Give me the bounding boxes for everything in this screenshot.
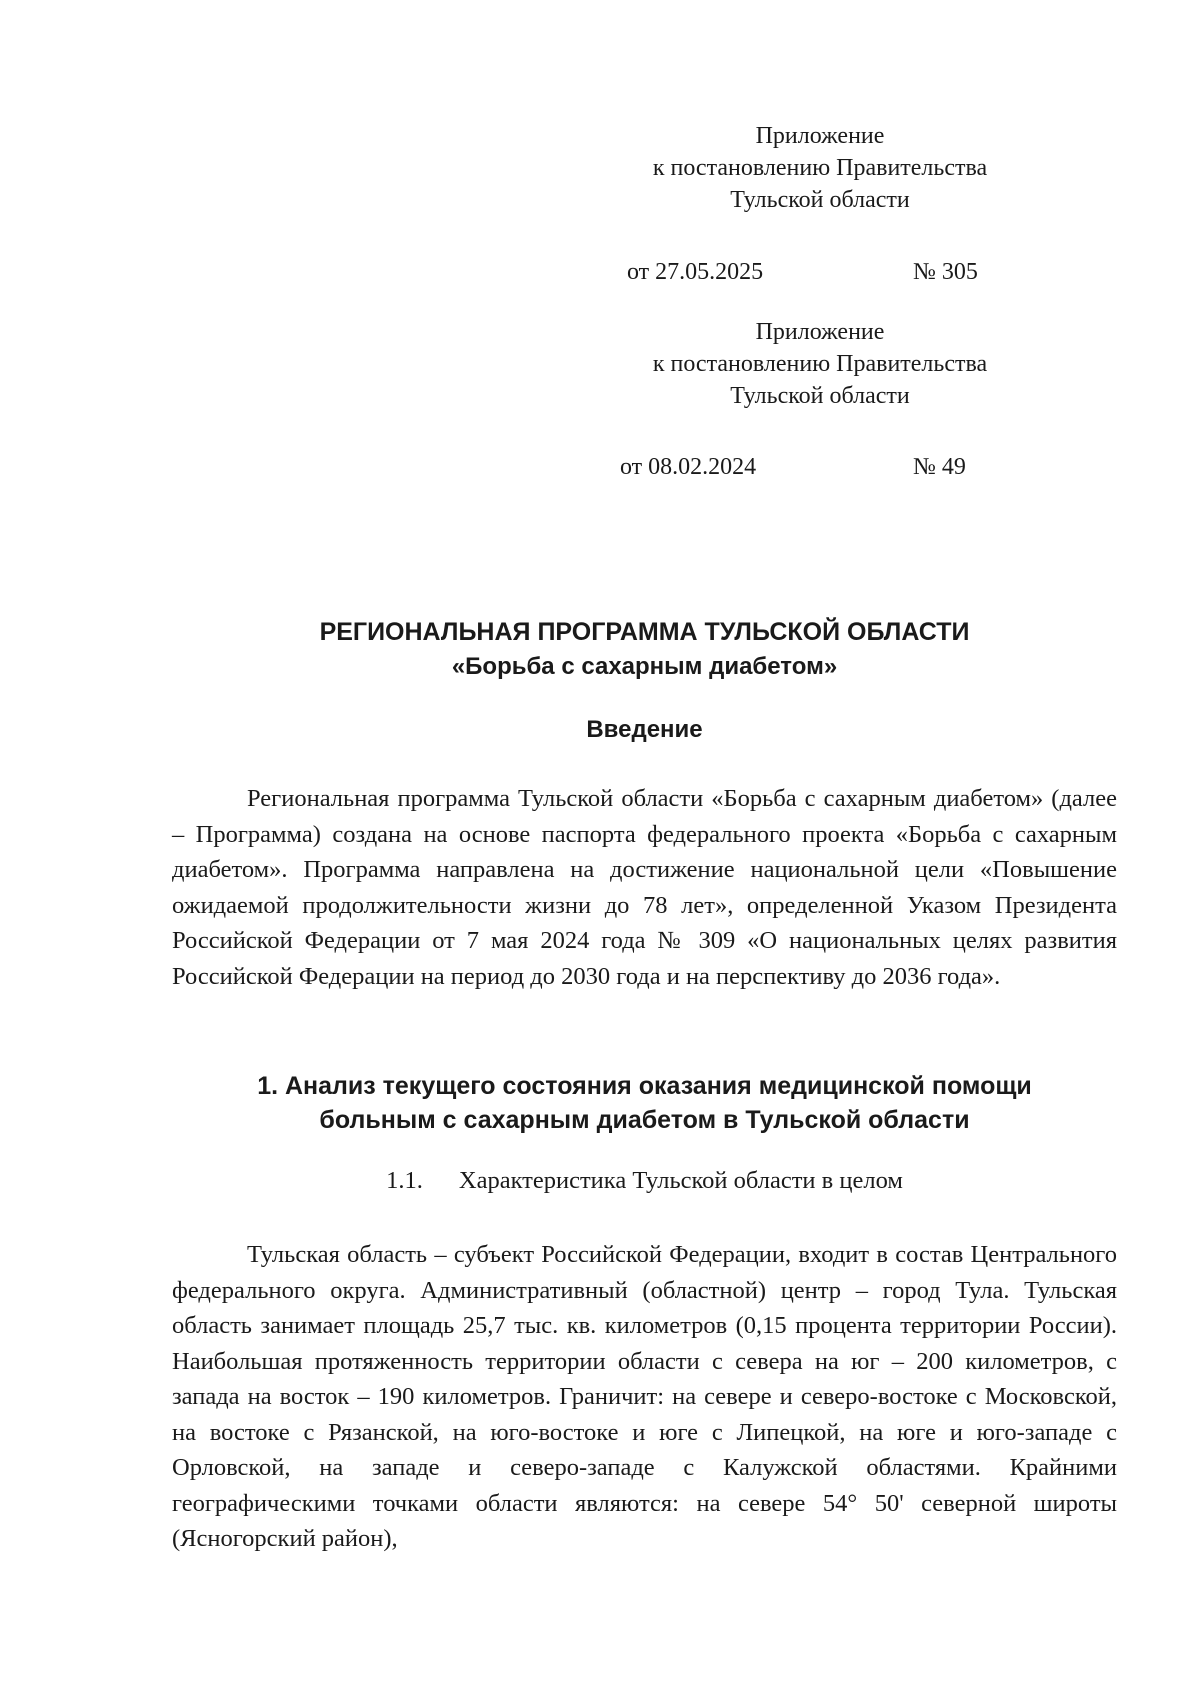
section-1-heading-line: больным с сахарным диабетом в Тульской области <box>319 1106 970 1134</box>
region-description-paragraph: Тульская область – субъект Российской Федерации, входит в состав Центрального федерального округа. Административный (областной) центр – город Тула. Тульская область занимает площадь 25,7 тыс. кв. километров (0,15 процента территории России). Наибольшая протяженность территории области с севера на юг – 200 километров, с запада на восток – 190 километров. Граничит: на севере и северо-востоке с Московской, на востоке с Рязанской, на юго-востоке и юге с Липецкой, на юге и юго-западе с Орловской, на западе и северо-западе с Калужской областями. Крайними географическими точками области являются: на севере 54° 50' северной широты (Ясногорский район), <box>172 1241 1117 1552</box>
subsection-number: 1.1. <box>386 1167 423 1194</box>
appendix-date-current: от 27.05.2025 <box>627 259 764 285</box>
appendix-number-previous: № 49 <box>913 454 966 480</box>
appendix-region-line: Тульской области <box>730 383 910 409</box>
appendix-resolution-line: к постановлению Правительства <box>652 155 988 181</box>
appendix-header-current <box>600 120 1040 216</box>
program-title: РЕГИОНАЛЬНАЯ ПРОГРАММА ТУЛЬСКОЙ ОБЛАСТИ <box>319 618 970 646</box>
subsection-title: Характеристика Тульской области в целом <box>458 1167 903 1194</box>
appendix-label: Приложение <box>755 319 885 345</box>
appendix-number-current: № 305 <box>913 259 978 285</box>
section-1-heading <box>172 1069 1117 1137</box>
appendix-region-line: Тульской области <box>730 187 910 213</box>
program-subtitle: «Борьба с сахарным диабетом» <box>451 653 838 680</box>
section-1-heading-line: 1. Анализ текущего состояния оказания медицинской помощи <box>257 1072 1032 1100</box>
introduction-heading: Введение <box>586 716 703 743</box>
appendix-header-previous <box>600 316 1040 412</box>
introduction-paragraph: Региональная программа Тульской области «Борьба с сахарным диабетом» (далее – Программа) создана на основе паспорта федерального проекта «Борьба с сахарным диабетом». Программа направлена на достижение национальной цели «Повышение ожидаемой продолжительности жизни до 78 лет», определенной Указом Президента Российской Федерации от 7 мая 2024 года № 309 «О национальных целях развития Российской Федерации на период до 2030 года и на перспективу до 2036 года». <box>172 785 1117 990</box>
appendix-date-previous: от 08.02.2024 <box>620 454 757 480</box>
appendix-label: Приложение <box>755 123 885 149</box>
subsection-1-1-heading <box>172 1164 1117 1198</box>
appendix-resolution-line: к постановлению Правительства <box>652 351 988 377</box>
